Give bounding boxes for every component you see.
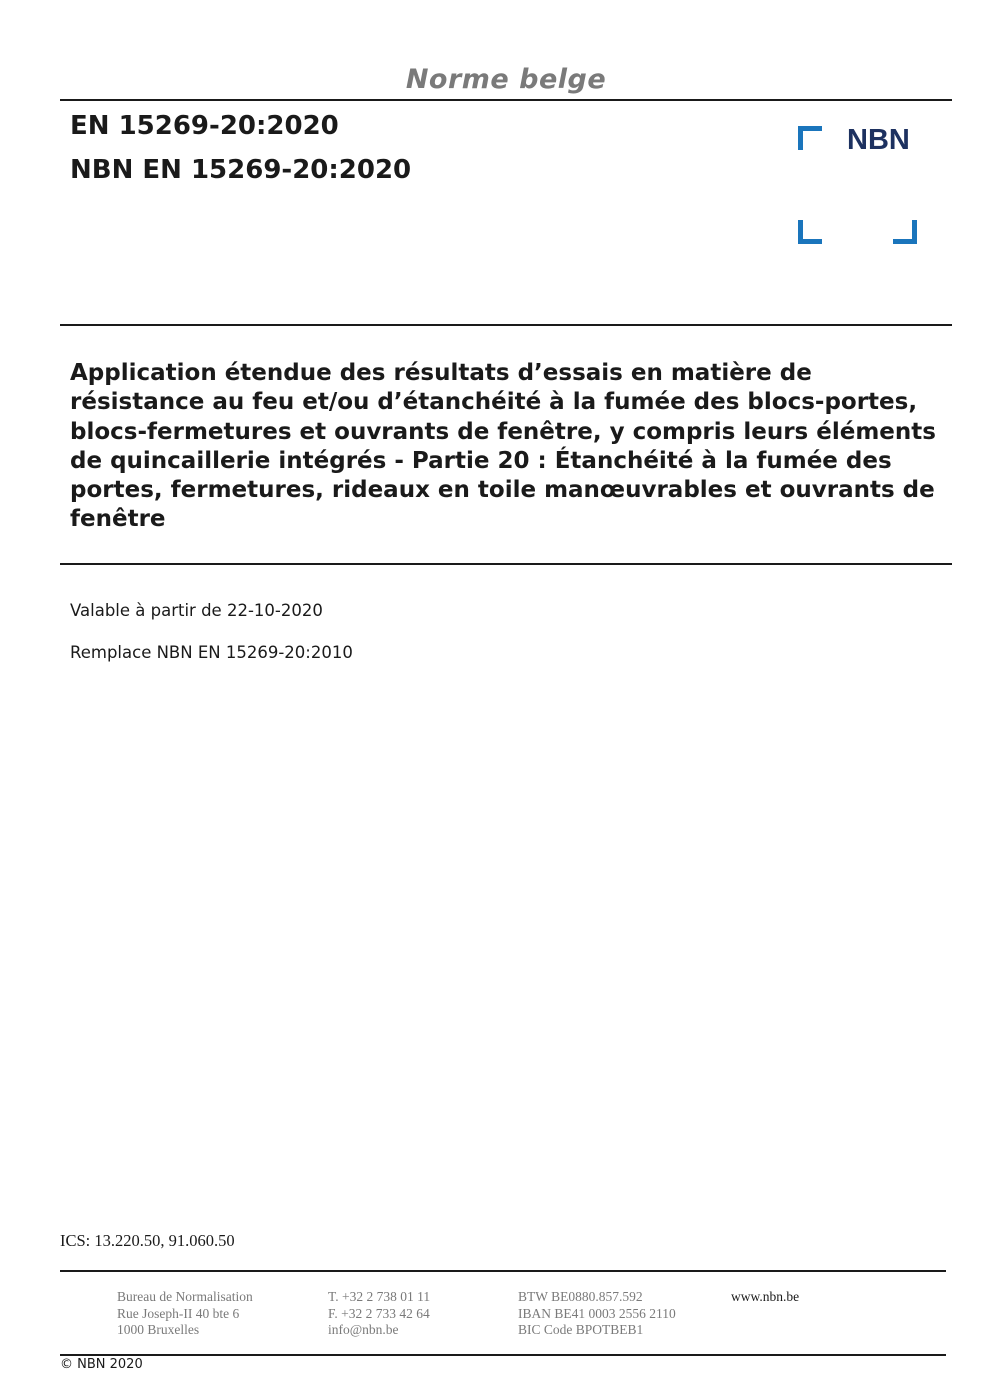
footer-contact xyxy=(328,1289,430,1339)
footer-address xyxy=(117,1289,253,1339)
footer-web xyxy=(731,1289,799,1306)
valid-from: Valable à partir de 22-10-2020 xyxy=(70,601,323,620)
nbn-logo-text: NBN xyxy=(847,124,910,156)
footer-phone: T. +32 2 738 01 11 xyxy=(328,1289,431,1304)
replaces: Remplace NBN EN 15269-20:2010 xyxy=(70,643,353,662)
footer-iban: IBAN BE41 0003 2556 2110 xyxy=(518,1305,676,1321)
divider-title-top xyxy=(60,324,952,326)
ics-codes: ICS: 13.220.50, 91.060.50 xyxy=(60,1231,235,1250)
document-category: Norme belge xyxy=(405,64,607,95)
standard-ref-nbn: NBN EN 15269-20:2020 xyxy=(70,155,412,185)
footer-email: info@nbn.be xyxy=(328,1322,399,1337)
footer-address-line: Rue Joseph-II 40 bte 6 xyxy=(117,1305,240,1321)
footer-website-link[interactable]: www.nbn.be xyxy=(731,1289,800,1304)
footer-address-line: Bureau de Normalisation xyxy=(117,1289,253,1304)
footer-bic: BIC Code BPOTBEB1 xyxy=(518,1322,644,1337)
document-title: Application étendue des résultats d’essais en matière de résistance au feu et/ou d’étanchéité à la fumée des blocs-portes, blocs-fermetures et ouvrants de fenêtre, y compris leurs éléments de quincaillerie intégrés - Partie 20 : Étanchéité à la fumée des portes, fermetures, rideaux en toile manœuvrables et ouvrants de fenêtre xyxy=(70,360,936,533)
divider-title-bottom xyxy=(60,563,952,565)
footer-vat: BTW BE0880.857.592 xyxy=(518,1289,643,1304)
divider-bottom xyxy=(60,1354,946,1356)
footer-bank xyxy=(518,1289,676,1339)
nbn-logo xyxy=(798,124,920,248)
divider-top xyxy=(60,99,952,101)
standard-ref-en: EN 15269-20:2020 xyxy=(70,111,339,141)
footer-fax: F. +32 2 733 42 64 xyxy=(328,1305,430,1321)
footer-address-line: 1000 Bruxelles xyxy=(117,1322,200,1337)
copyright: © NBN 2020 xyxy=(60,1357,143,1372)
divider-footer xyxy=(60,1270,946,1272)
